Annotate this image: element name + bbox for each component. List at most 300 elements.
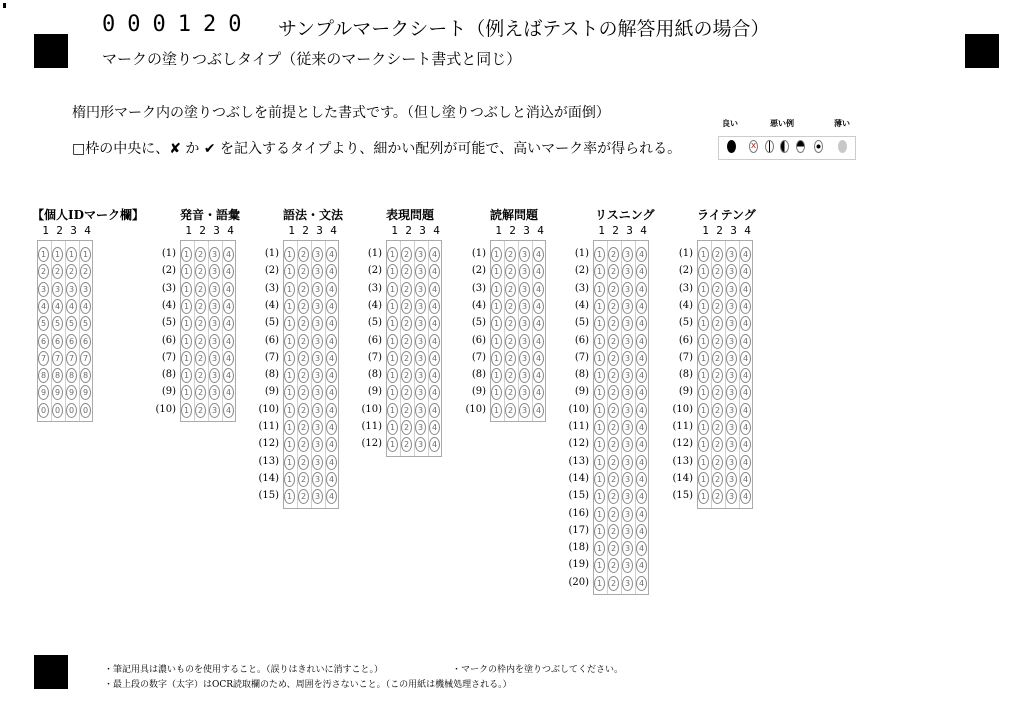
answer-bubble[interactable]: 2: [401, 334, 412, 349]
answer-bubble[interactable]: 3: [519, 403, 530, 418]
answer-bubble[interactable]: 3: [622, 558, 633, 573]
answer-bubble[interactable]: 1: [284, 437, 295, 452]
answer-bubble[interactable]: 1: [594, 507, 605, 522]
answer-bubble[interactable]: 4: [636, 541, 647, 556]
answer-bubble[interactable]: 1: [491, 299, 502, 314]
answer-bubble[interactable]: 4: [429, 282, 440, 297]
answer-bubble[interactable]: 1: [387, 299, 398, 314]
answer-bubble[interactable]: 5: [38, 316, 49, 331]
answer-bubble[interactable]: 2: [608, 368, 619, 383]
answer-bubble[interactable]: 2: [298, 368, 309, 383]
answer-bubble[interactable]: 4: [636, 316, 647, 331]
answer-bubble[interactable]: 1: [38, 247, 49, 262]
answer-bubble[interactable]: 3: [726, 437, 737, 452]
answer-bubble[interactable]: 4: [740, 437, 751, 452]
answer-bubble[interactable]: 4: [636, 558, 647, 573]
answer-bubble[interactable]: 2: [712, 420, 723, 435]
answer-bubble[interactable]: 2: [52, 264, 63, 279]
answer-bubble[interactable]: 4: [66, 299, 77, 314]
answer-bubble[interactable]: 3: [66, 282, 77, 297]
answer-bubble[interactable]: 4: [636, 264, 647, 279]
answer-bubble[interactable]: 3: [312, 316, 323, 331]
answer-bubble[interactable]: 3: [209, 299, 220, 314]
answer-bubble[interactable]: 4: [533, 264, 544, 279]
answer-bubble[interactable]: 1: [387, 316, 398, 331]
answer-bubble[interactable]: 4: [326, 299, 337, 314]
answer-bubble[interactable]: 1: [284, 472, 295, 487]
answer-bubble[interactable]: 2: [401, 420, 412, 435]
answer-bubble[interactable]: 3: [622, 368, 633, 383]
answer-bubble[interactable]: 1: [284, 299, 295, 314]
answer-bubble[interactable]: 1: [594, 368, 605, 383]
answer-bubble[interactable]: 4: [636, 299, 647, 314]
answer-bubble[interactable]: 4: [740, 385, 751, 400]
answer-bubble[interactable]: 3: [622, 507, 633, 522]
answer-bubble[interactable]: 3: [209, 351, 220, 366]
answer-bubble[interactable]: 3: [726, 489, 737, 504]
answer-bubble[interactable]: 3: [726, 316, 737, 331]
answer-bubble[interactable]: 1: [181, 351, 192, 366]
answer-bubble[interactable]: 2: [608, 420, 619, 435]
answer-bubble[interactable]: 3: [726, 334, 737, 349]
answer-bubble[interactable]: 4: [636, 507, 647, 522]
answer-bubble[interactable]: 2: [608, 541, 619, 556]
answer-bubble[interactable]: 3: [312, 351, 323, 366]
answer-bubble[interactable]: 4: [429, 437, 440, 452]
answer-bubble[interactable]: 2: [608, 351, 619, 366]
answer-bubble[interactable]: 2: [298, 403, 309, 418]
answer-bubble[interactable]: 1: [594, 437, 605, 452]
answer-bubble[interactable]: 4: [326, 368, 337, 383]
answer-bubble[interactable]: 1: [284, 368, 295, 383]
answer-bubble[interactable]: 4: [326, 403, 337, 418]
answer-bubble[interactable]: 7: [66, 351, 77, 366]
answer-bubble[interactable]: 4: [740, 403, 751, 418]
answer-bubble[interactable]: 2: [505, 316, 516, 331]
answer-bubble[interactable]: 4: [429, 368, 440, 383]
answer-bubble[interactable]: 2: [66, 264, 77, 279]
answer-bubble[interactable]: 2: [401, 368, 412, 383]
answer-bubble[interactable]: 2: [401, 351, 412, 366]
answer-bubble[interactable]: 3: [312, 437, 323, 452]
answer-bubble[interactable]: 1: [387, 334, 398, 349]
answer-bubble[interactable]: 1: [491, 368, 502, 383]
answer-bubble[interactable]: 4: [636, 247, 647, 262]
answer-bubble[interactable]: 1: [387, 368, 398, 383]
answer-bubble[interactable]: 4: [740, 316, 751, 331]
answer-bubble[interactable]: 8: [66, 368, 77, 383]
answer-bubble[interactable]: 3: [312, 368, 323, 383]
answer-bubble[interactable]: 4: [326, 437, 337, 452]
answer-bubble[interactable]: 1: [491, 282, 502, 297]
answer-bubble[interactable]: 1: [594, 472, 605, 487]
answer-bubble[interactable]: 7: [80, 351, 91, 366]
answer-bubble[interactable]: 3: [415, 420, 426, 435]
answer-bubble[interactable]: 3: [519, 264, 530, 279]
answer-bubble[interactable]: 2: [401, 316, 412, 331]
answer-bubble[interactable]: 1: [594, 385, 605, 400]
answer-bubble[interactable]: 4: [740, 368, 751, 383]
answer-bubble[interactable]: 0: [38, 403, 49, 418]
answer-bubble[interactable]: 1: [284, 264, 295, 279]
answer-bubble[interactable]: 2: [195, 368, 206, 383]
answer-bubble[interactable]: 1: [284, 316, 295, 331]
answer-bubble[interactable]: 1: [491, 334, 502, 349]
answer-bubble[interactable]: 3: [726, 282, 737, 297]
answer-bubble[interactable]: 2: [712, 403, 723, 418]
answer-bubble[interactable]: 2: [505, 385, 516, 400]
answer-bubble[interactable]: 1: [594, 524, 605, 539]
answer-bubble[interactable]: 2: [38, 264, 49, 279]
answer-bubble[interactable]: 1: [698, 316, 709, 331]
answer-bubble[interactable]: 2: [505, 334, 516, 349]
answer-bubble[interactable]: 3: [312, 455, 323, 470]
answer-bubble[interactable]: 2: [505, 247, 516, 262]
answer-bubble[interactable]: 1: [698, 472, 709, 487]
answer-bubble[interactable]: 4: [429, 385, 440, 400]
answer-bubble[interactable]: 2: [712, 455, 723, 470]
answer-bubble[interactable]: 4: [740, 264, 751, 279]
answer-bubble[interactable]: 9: [80, 385, 91, 400]
answer-bubble[interactable]: 1: [181, 368, 192, 383]
answer-bubble[interactable]: 2: [401, 437, 412, 452]
answer-bubble[interactable]: 3: [209, 264, 220, 279]
answer-bubble[interactable]: 4: [429, 316, 440, 331]
answer-bubble[interactable]: 4: [223, 403, 234, 418]
answer-bubble[interactable]: 1: [181, 403, 192, 418]
answer-bubble[interactable]: 4: [223, 385, 234, 400]
answer-bubble[interactable]: 3: [726, 455, 737, 470]
answer-bubble[interactable]: 3: [415, 368, 426, 383]
answer-bubble[interactable]: 3: [519, 385, 530, 400]
answer-bubble[interactable]: 2: [608, 455, 619, 470]
answer-bubble[interactable]: 3: [415, 282, 426, 297]
answer-bubble[interactable]: 8: [52, 368, 63, 383]
answer-bubble[interactable]: 4: [223, 282, 234, 297]
answer-bubble[interactable]: 3: [415, 385, 426, 400]
answer-bubble[interactable]: 2: [608, 558, 619, 573]
answer-bubble[interactable]: 1: [387, 264, 398, 279]
answer-bubble[interactable]: 0: [52, 403, 63, 418]
answer-bubble[interactable]: 3: [726, 264, 737, 279]
answer-bubble[interactable]: 1: [594, 264, 605, 279]
answer-bubble[interactable]: 2: [712, 472, 723, 487]
answer-bubble[interactable]: 2: [608, 385, 619, 400]
answer-bubble[interactable]: 1: [594, 576, 605, 591]
answer-bubble[interactable]: 3: [726, 368, 737, 383]
answer-bubble[interactable]: 2: [712, 282, 723, 297]
answer-bubble[interactable]: 4: [326, 351, 337, 366]
answer-bubble[interactable]: 4: [326, 247, 337, 262]
answer-bubble[interactable]: 2: [401, 264, 412, 279]
answer-bubble[interactable]: 1: [698, 403, 709, 418]
answer-bubble[interactable]: 1: [594, 489, 605, 504]
answer-bubble[interactable]: 3: [622, 420, 633, 435]
answer-bubble[interactable]: 4: [636, 334, 647, 349]
answer-bubble[interactable]: 2: [195, 351, 206, 366]
answer-bubble[interactable]: 4: [636, 455, 647, 470]
answer-bubble[interactable]: 3: [726, 403, 737, 418]
answer-bubble[interactable]: 2: [298, 299, 309, 314]
answer-bubble[interactable]: 2: [712, 334, 723, 349]
answer-bubble[interactable]: 2: [712, 385, 723, 400]
answer-bubble[interactable]: 1: [698, 299, 709, 314]
answer-bubble[interactable]: 3: [38, 282, 49, 297]
answer-bubble[interactable]: 4: [740, 299, 751, 314]
answer-bubble[interactable]: 6: [52, 334, 63, 349]
answer-bubble[interactable]: 3: [519, 368, 530, 383]
answer-bubble[interactable]: 2: [712, 489, 723, 504]
answer-bubble[interactable]: 3: [415, 316, 426, 331]
answer-bubble[interactable]: 2: [195, 334, 206, 349]
answer-bubble[interactable]: 3: [726, 351, 737, 366]
answer-bubble[interactable]: 4: [533, 334, 544, 349]
answer-bubble[interactable]: 2: [608, 403, 619, 418]
answer-bubble[interactable]: 4: [429, 247, 440, 262]
answer-bubble[interactable]: 3: [622, 316, 633, 331]
answer-bubble[interactable]: 2: [505, 282, 516, 297]
answer-bubble[interactable]: 4: [223, 264, 234, 279]
answer-bubble[interactable]: 3: [415, 403, 426, 418]
answer-bubble[interactable]: 1: [698, 455, 709, 470]
answer-bubble[interactable]: 4: [636, 403, 647, 418]
answer-bubble[interactable]: 3: [52, 282, 63, 297]
answer-bubble[interactable]: 3: [80, 282, 91, 297]
answer-bubble[interactable]: 1: [698, 351, 709, 366]
answer-bubble[interactable]: 1: [284, 420, 295, 435]
answer-bubble[interactable]: 3: [209, 403, 220, 418]
answer-bubble[interactable]: 2: [298, 437, 309, 452]
answer-bubble[interactable]: 2: [401, 247, 412, 262]
answer-bubble[interactable]: 4: [740, 334, 751, 349]
answer-bubble[interactable]: 6: [66, 334, 77, 349]
answer-bubble[interactable]: 2: [608, 437, 619, 452]
answer-bubble[interactable]: 2: [712, 316, 723, 331]
answer-bubble[interactable]: 2: [608, 282, 619, 297]
answer-bubble[interactable]: 4: [80, 299, 91, 314]
answer-bubble[interactable]: 2: [298, 282, 309, 297]
answer-bubble[interactable]: 4: [740, 282, 751, 297]
answer-bubble[interactable]: 2: [298, 385, 309, 400]
answer-bubble[interactable]: 2: [608, 334, 619, 349]
answer-bubble[interactable]: 3: [622, 247, 633, 262]
answer-bubble[interactable]: 3: [726, 299, 737, 314]
answer-bubble[interactable]: 4: [740, 247, 751, 262]
answer-bubble[interactable]: 1: [387, 282, 398, 297]
answer-bubble[interactable]: 1: [284, 455, 295, 470]
answer-bubble[interactable]: 2: [298, 420, 309, 435]
answer-bubble[interactable]: 2: [608, 576, 619, 591]
answer-bubble[interactable]: 9: [66, 385, 77, 400]
answer-bubble[interactable]: 6: [80, 334, 91, 349]
answer-bubble[interactable]: 3: [519, 282, 530, 297]
answer-bubble[interactable]: 2: [712, 351, 723, 366]
answer-bubble[interactable]: 3: [726, 247, 737, 262]
answer-bubble[interactable]: 5: [52, 316, 63, 331]
answer-bubble[interactable]: 1: [594, 282, 605, 297]
answer-bubble[interactable]: 5: [80, 316, 91, 331]
answer-bubble[interactable]: 4: [533, 351, 544, 366]
answer-bubble[interactable]: 3: [622, 282, 633, 297]
answer-bubble[interactable]: 4: [326, 489, 337, 504]
answer-bubble[interactable]: 2: [712, 264, 723, 279]
answer-bubble[interactable]: 2: [505, 299, 516, 314]
answer-bubble[interactable]: 5: [66, 316, 77, 331]
answer-bubble[interactable]: 4: [636, 368, 647, 383]
answer-bubble[interactable]: 2: [505, 264, 516, 279]
answer-bubble[interactable]: 4: [533, 368, 544, 383]
answer-bubble[interactable]: 1: [181, 334, 192, 349]
answer-bubble[interactable]: 4: [52, 299, 63, 314]
answer-bubble[interactable]: 0: [80, 403, 91, 418]
answer-bubble[interactable]: 4: [636, 437, 647, 452]
answer-bubble[interactable]: 4: [740, 489, 751, 504]
answer-bubble[interactable]: 3: [209, 334, 220, 349]
answer-bubble[interactable]: 2: [298, 472, 309, 487]
answer-bubble[interactable]: 3: [209, 368, 220, 383]
answer-bubble[interactable]: 1: [594, 247, 605, 262]
answer-bubble[interactable]: 8: [80, 368, 91, 383]
answer-bubble[interactable]: 4: [636, 282, 647, 297]
answer-bubble[interactable]: 3: [415, 299, 426, 314]
answer-bubble[interactable]: 4: [636, 351, 647, 366]
answer-bubble[interactable]: 4: [223, 247, 234, 262]
answer-bubble[interactable]: 4: [326, 420, 337, 435]
answer-bubble[interactable]: 4: [326, 472, 337, 487]
answer-bubble[interactable]: 1: [698, 385, 709, 400]
answer-bubble[interactable]: 1: [387, 403, 398, 418]
answer-bubble[interactable]: 3: [622, 472, 633, 487]
answer-bubble[interactable]: 9: [52, 385, 63, 400]
answer-bubble[interactable]: 2: [608, 299, 619, 314]
answer-bubble[interactable]: 4: [533, 403, 544, 418]
answer-bubble[interactable]: 4: [223, 351, 234, 366]
answer-bubble[interactable]: 2: [80, 264, 91, 279]
answer-bubble[interactable]: 3: [312, 282, 323, 297]
answer-bubble[interactable]: 4: [223, 334, 234, 349]
answer-bubble[interactable]: 4: [636, 420, 647, 435]
answer-bubble[interactable]: 4: [326, 334, 337, 349]
answer-bubble[interactable]: 3: [519, 351, 530, 366]
answer-bubble[interactable]: 1: [181, 282, 192, 297]
answer-bubble[interactable]: 1: [491, 264, 502, 279]
answer-bubble[interactable]: 1: [284, 247, 295, 262]
answer-bubble[interactable]: 2: [401, 299, 412, 314]
answer-bubble[interactable]: 4: [636, 472, 647, 487]
answer-bubble[interactable]: 2: [401, 403, 412, 418]
answer-bubble[interactable]: 1: [698, 489, 709, 504]
answer-bubble[interactable]: 1: [594, 299, 605, 314]
answer-bubble[interactable]: 2: [608, 489, 619, 504]
answer-bubble[interactable]: 1: [491, 385, 502, 400]
answer-bubble[interactable]: 2: [298, 455, 309, 470]
answer-bubble[interactable]: 3: [312, 247, 323, 262]
answer-bubble[interactable]: 2: [712, 368, 723, 383]
answer-bubble[interactable]: 2: [712, 247, 723, 262]
answer-bubble[interactable]: 1: [698, 368, 709, 383]
answer-bubble[interactable]: 1: [181, 247, 192, 262]
answer-bubble[interactable]: 1: [698, 264, 709, 279]
answer-bubble[interactable]: 2: [195, 299, 206, 314]
answer-bubble[interactable]: 1: [698, 247, 709, 262]
answer-bubble[interactable]: 2: [401, 282, 412, 297]
answer-bubble[interactable]: 4: [326, 385, 337, 400]
answer-bubble[interactable]: 3: [519, 247, 530, 262]
answer-bubble[interactable]: 3: [622, 524, 633, 539]
answer-bubble[interactable]: 3: [622, 489, 633, 504]
answer-bubble[interactable]: 2: [195, 316, 206, 331]
answer-bubble[interactable]: 1: [594, 455, 605, 470]
answer-bubble[interactable]: 3: [519, 299, 530, 314]
answer-bubble[interactable]: 4: [533, 282, 544, 297]
answer-bubble[interactable]: 7: [52, 351, 63, 366]
answer-bubble[interactable]: 3: [622, 299, 633, 314]
answer-bubble[interactable]: 1: [181, 299, 192, 314]
answer-bubble[interactable]: 3: [622, 334, 633, 349]
answer-bubble[interactable]: 1: [284, 334, 295, 349]
answer-bubble[interactable]: 2: [712, 299, 723, 314]
answer-bubble[interactable]: 1: [52, 247, 63, 262]
answer-bubble[interactable]: 4: [326, 316, 337, 331]
answer-bubble[interactable]: 1: [491, 247, 502, 262]
answer-bubble[interactable]: 1: [284, 282, 295, 297]
answer-bubble[interactable]: 3: [622, 437, 633, 452]
answer-bubble[interactable]: 3: [312, 264, 323, 279]
answer-bubble[interactable]: 1: [387, 247, 398, 262]
answer-bubble[interactable]: 4: [429, 403, 440, 418]
answer-bubble[interactable]: 4: [429, 264, 440, 279]
answer-bubble[interactable]: 4: [740, 420, 751, 435]
answer-bubble[interactable]: 2: [401, 385, 412, 400]
answer-bubble[interactable]: 2: [298, 247, 309, 262]
answer-bubble[interactable]: 1: [284, 489, 295, 504]
answer-bubble[interactable]: 4: [38, 299, 49, 314]
answer-bubble[interactable]: 3: [415, 351, 426, 366]
answer-bubble[interactable]: 3: [415, 334, 426, 349]
answer-bubble[interactable]: 1: [594, 334, 605, 349]
answer-bubble[interactable]: 3: [312, 299, 323, 314]
answer-bubble[interactable]: 4: [223, 316, 234, 331]
answer-bubble[interactable]: 3: [312, 385, 323, 400]
answer-bubble[interactable]: 3: [415, 247, 426, 262]
answer-bubble[interactable]: 2: [298, 489, 309, 504]
answer-bubble[interactable]: 1: [594, 558, 605, 573]
answer-bubble[interactable]: 2: [298, 334, 309, 349]
answer-bubble[interactable]: 1: [66, 247, 77, 262]
answer-bubble[interactable]: 2: [195, 385, 206, 400]
answer-bubble[interactable]: 1: [387, 420, 398, 435]
answer-bubble[interactable]: 4: [326, 264, 337, 279]
answer-bubble[interactable]: 4: [636, 489, 647, 504]
answer-bubble[interactable]: 4: [223, 368, 234, 383]
answer-bubble[interactable]: 3: [622, 455, 633, 470]
answer-bubble[interactable]: 3: [622, 403, 633, 418]
answer-bubble[interactable]: 4: [533, 299, 544, 314]
answer-bubble[interactable]: 3: [622, 385, 633, 400]
answer-bubble[interactable]: 0: [66, 403, 77, 418]
answer-bubble[interactable]: 4: [429, 299, 440, 314]
answer-bubble[interactable]: 4: [533, 385, 544, 400]
answer-bubble[interactable]: 2: [712, 437, 723, 452]
answer-bubble[interactable]: 1: [594, 403, 605, 418]
answer-bubble[interactable]: 1: [387, 437, 398, 452]
answer-bubble[interactable]: 1: [284, 403, 295, 418]
answer-bubble[interactable]: 3: [312, 403, 323, 418]
answer-bubble[interactable]: 3: [622, 541, 633, 556]
answer-bubble[interactable]: 1: [284, 385, 295, 400]
answer-bubble[interactable]: 1: [594, 351, 605, 366]
answer-bubble[interactable]: 2: [608, 472, 619, 487]
